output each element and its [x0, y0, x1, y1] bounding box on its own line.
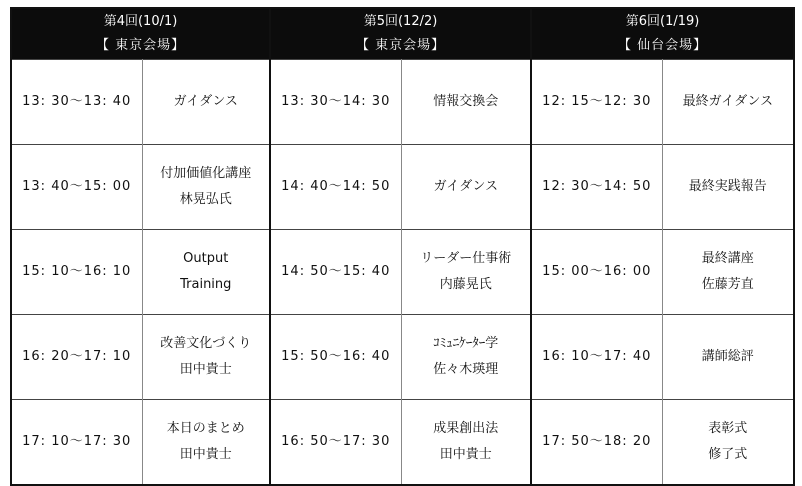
program-cell — [662, 145, 794, 230]
program-cell — [662, 230, 794, 315]
speaker-line: 佐藤芳直 — [701, 277, 754, 292]
program-line: 講師総評 — [701, 349, 754, 364]
speaker-line: 林晃弘氏 — [179, 192, 232, 207]
time-cell: 17: 50〜18: 20 — [531, 400, 662, 486]
program-cell — [662, 400, 794, 486]
program-line: 最終講座 — [701, 251, 754, 266]
program-line: 本日のまとめ — [166, 421, 245, 436]
time-cell: 13: 40〜15: 00 — [11, 145, 142, 230]
session-title: 第6回(1/19) — [625, 14, 700, 29]
session-venue: 【 東京会場】 — [95, 38, 186, 53]
time-cell: 13: 30〜14: 30 — [270, 60, 401, 145]
time-cell: 16: 10〜17: 40 — [531, 315, 662, 400]
session-header — [11, 8, 270, 60]
time-cell: 12: 15〜12: 30 — [531, 60, 662, 145]
session-venue: 【 仙台会場】 — [617, 38, 708, 53]
table-row — [11, 230, 794, 315]
program-line: 修了式 — [708, 447, 748, 462]
program-cell — [401, 145, 531, 230]
program-line: 最終ガイダンス — [682, 94, 773, 109]
program-line: Training — [180, 277, 232, 292]
table-row — [11, 60, 794, 145]
speaker-line: 佐々木瑛理 — [433, 362, 499, 377]
session-header — [531, 8, 794, 60]
program-line: 付加価値化講座 — [160, 166, 252, 181]
speaker-line: 田中貴士 — [179, 447, 232, 462]
time-cell: 15: 50〜16: 40 — [270, 315, 401, 400]
time-cell: 14: 50〜15: 40 — [270, 230, 401, 315]
session-venue: 【 東京会場】 — [355, 38, 446, 53]
program-line: ｺﾐｭﾆｹｰﾀｰ学 — [433, 336, 499, 351]
program-cell — [142, 145, 270, 230]
speaker-line: 内藤晃氏 — [439, 277, 492, 292]
program-cell — [401, 400, 531, 486]
table-row — [11, 400, 794, 486]
time-cell: 17: 10〜17: 30 — [11, 400, 142, 486]
program-cell — [142, 315, 270, 400]
table-row — [11, 315, 794, 400]
program-line: リーダー仕事術 — [420, 251, 512, 266]
program-line: ガイダンス — [173, 94, 238, 109]
speaker-line: 田中貴士 — [179, 362, 232, 377]
program-line: 表彰式 — [708, 421, 748, 436]
session-header — [270, 8, 531, 60]
time-cell: 15: 10〜16: 10 — [11, 230, 142, 315]
program-line: 成果創出法 — [433, 421, 499, 436]
program-line: ガイダンス — [433, 179, 498, 194]
program-line: 最終実践報告 — [688, 179, 767, 194]
session-title: 第4回(10/1) — [103, 14, 178, 29]
time-cell: 16: 50〜17: 30 — [270, 400, 401, 486]
header-row — [11, 8, 794, 60]
program-cell — [401, 60, 531, 145]
session-title: 第5回(12/2) — [363, 14, 438, 29]
program-line: Output — [183, 251, 229, 266]
time-cell: 14: 40〜14: 50 — [270, 145, 401, 230]
program-cell — [401, 315, 531, 400]
program-cell — [142, 230, 270, 315]
time-cell: 15: 00〜16: 00 — [531, 230, 662, 315]
time-cell: 12: 30〜14: 50 — [531, 145, 662, 230]
program-cell — [662, 315, 794, 400]
table-row — [11, 145, 794, 230]
program-cell — [662, 60, 794, 145]
program-line: 情報交換会 — [433, 94, 499, 109]
schedule-table — [10, 7, 795, 486]
program-cell — [401, 230, 531, 315]
program-cell — [142, 400, 270, 486]
program-cell — [142, 60, 270, 145]
program-line: 改善文化づくり — [160, 336, 252, 351]
speaker-line: 田中貴士 — [439, 447, 492, 462]
time-cell: 16: 20〜17: 10 — [11, 315, 142, 400]
time-cell: 13: 30〜13: 40 — [11, 60, 142, 145]
